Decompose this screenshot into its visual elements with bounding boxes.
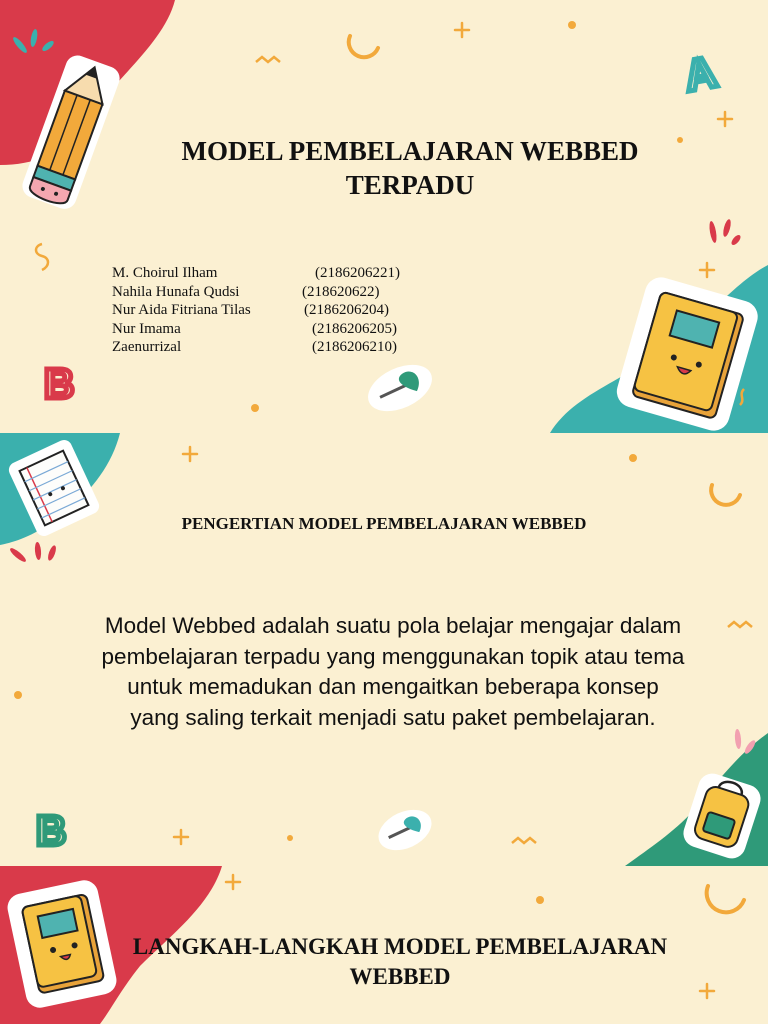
slide-title	[0, 0, 768, 433]
author-nim: (2186206204)	[304, 302, 389, 319]
author-name: Zaenurrizal	[112, 339, 182, 356]
crescent-shape	[707, 886, 744, 912]
author-row	[112, 264, 400, 283]
author-nim: (2186206205)	[312, 320, 397, 337]
letter-a-decoration: A	[680, 47, 721, 102]
letter-b-decoration: B	[36, 807, 67, 854]
slide2-body: Model Webbed adalah suatu pola belajar mengajar dalam pembelajaran terpadu yang menggunakan topik atau tema untuk memadukan dan mengaitkan beberapa konsep yang saling terkait menjadi satu paket pembelajaran.	[101, 613, 685, 730]
author-row	[112, 338, 397, 357]
clip-sticker	[372, 802, 438, 858]
letter-b-decoration: B	[44, 360, 75, 407]
slide2-title: PENGERTIAN MODEL PEMBELAJARAN WEBBED	[181, 514, 587, 533]
dot-shapes	[536, 896, 544, 904]
slide1-decoration	[0, 0, 768, 433]
author-name: Nur Imama	[112, 320, 181, 337]
slide-steps	[0, 866, 768, 1024]
author-name: Nur Aida Fitriana Tilas	[112, 302, 251, 319]
tick-marks	[708, 219, 742, 247]
crescent-shape	[349, 36, 378, 57]
author-list	[112, 264, 400, 357]
author-nim: (2186206210)	[312, 339, 397, 356]
crescent-shape	[711, 485, 740, 505]
squiggle-shape	[36, 244, 48, 270]
squiggle-shape	[256, 57, 280, 62]
author-name: M. Choirul Ilham	[112, 265, 218, 281]
author-row	[112, 320, 397, 339]
squiggle-shape	[728, 622, 752, 627]
clip-sticker	[361, 356, 440, 421]
slide-definition	[0, 433, 768, 866]
author-nim: (2186206221)	[315, 265, 400, 281]
squiggle-shape	[512, 838, 536, 843]
author-name: Nahila Hunafa Qudsi	[112, 283, 240, 300]
author-row	[112, 301, 389, 320]
slide3-title: LANGKAH-LANGKAH MODEL PEMBELAJARAN WEBBED	[132, 934, 668, 989]
slide1-title: MODEL PEMBELAJARAN WEBBED TERPADU	[181, 136, 639, 200]
author-row	[112, 283, 380, 302]
author-nim: (218620622)	[302, 283, 380, 300]
tick-marks	[8, 542, 57, 564]
